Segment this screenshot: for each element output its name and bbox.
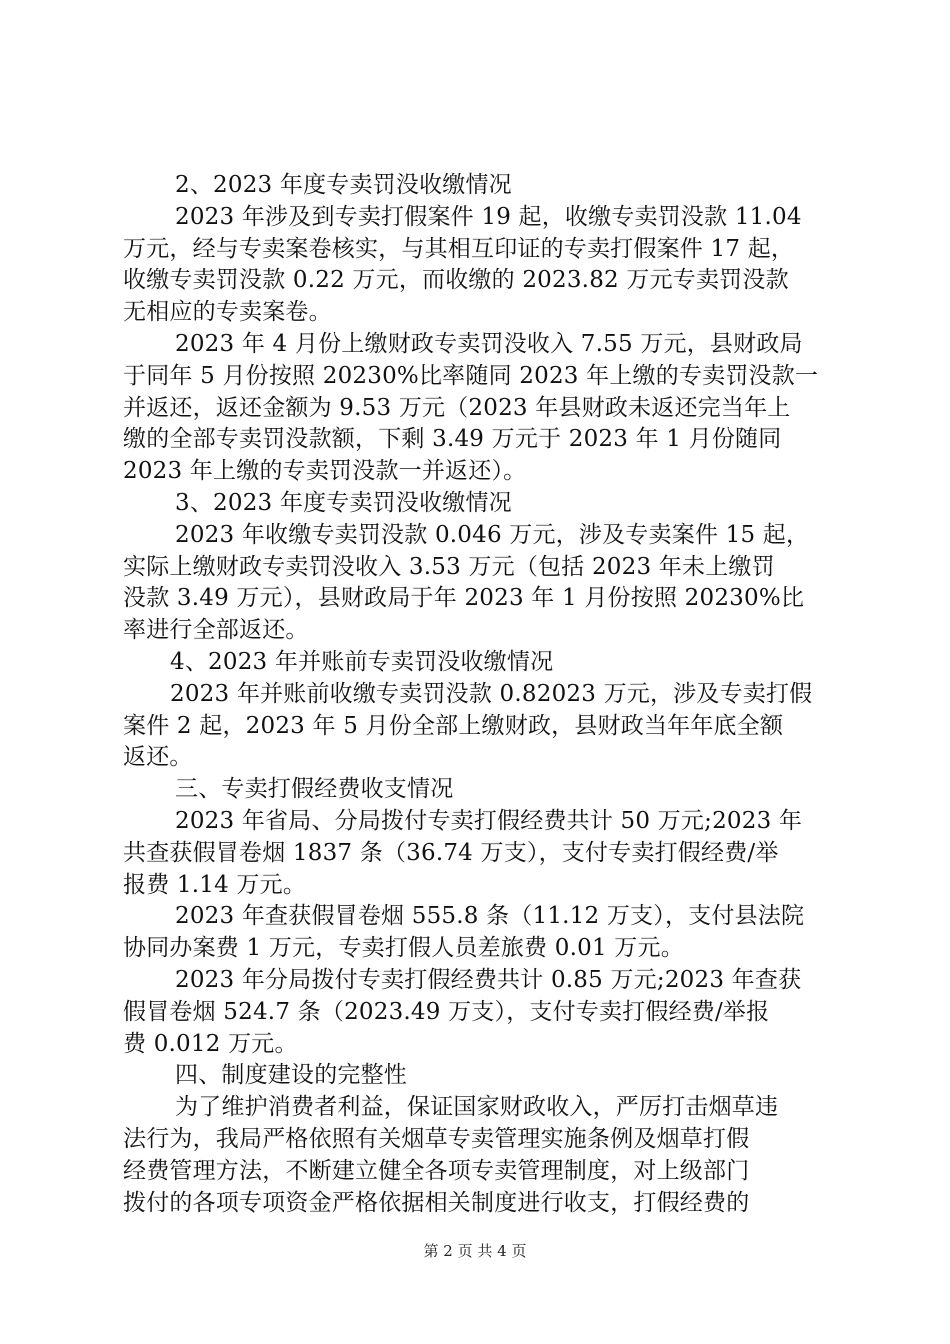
paragraph-line: 2023 年查获假冒卷烟 555.8 条（11.12 万支），支付县法院 <box>175 903 805 930</box>
paragraph-line: 收缴专卖罚没款 0.22 万元，而收缴的 2023.82 万元专卖罚没款 <box>123 267 789 294</box>
paragraph-line: 2023 年省局、分局拨付专卖打假经费共计 50 万元;2023 年 <box>175 807 803 834</box>
paragraph-line: 2023 年收缴专卖罚没款 0.046 万元，涉及专卖案件 15 起， <box>175 521 810 548</box>
paragraph-line: 经费管理方法，不断建立健全各项专卖管理制度，对上级部门 <box>123 1157 750 1184</box>
section-heading: 2、2023 年度专卖罚没收缴情况 <box>175 172 512 198</box>
paragraph-line: 万元，经与专卖案卷核实，与其相互印证的专卖打假案件 17 起， <box>123 235 795 262</box>
paragraph-line: 案件 2 起，2023 年 5 月份全部上缴财政，县财政当年年底全额 <box>123 712 784 739</box>
paragraph-line: 实际上缴财政专卖罚没收入 3.53 万元（包括 2023 年未上缴罚 <box>123 553 775 580</box>
section-heading: 4、2023 年并账前专卖罚没收缴情况 <box>170 648 554 675</box>
paragraph-line: 法行为，我局严格依照有关烟草专卖管理实施条例及烟草打假 <box>123 1125 750 1152</box>
paragraph-line: 协同办案费 1 万元，专卖打假人员差旅费 0.01 万元。 <box>123 935 684 962</box>
paragraph-line: 拨付的各项专项资金严格依据相关制度进行收支，打假经费的 <box>123 1189 750 1216</box>
paragraph-line: 并返还，返还金额为 9.53 万元（2023 年县财政未返还完当年上 <box>123 394 791 421</box>
page-number-footer: 第 2 页 共 4 页 <box>423 1242 527 1260</box>
paragraph-line: 费 0.012 万元。 <box>123 1030 298 1057</box>
paragraph-line: 报费 1.14 万元。 <box>123 871 307 898</box>
paragraph-line: 为了维护消费者利益，保证国家财政收入，严厉打击烟草违 <box>175 1094 779 1121</box>
paragraph-line: 2023 年上缴的专卖罚没款一并返还）。 <box>123 458 527 485</box>
document-body <box>123 170 843 1219</box>
paragraph-line: 率进行全部返还。 <box>123 617 309 644</box>
paragraph-line: 2023 年并账前收缴专卖罚没款 0.82023 万元，涉及专卖打假 <box>170 680 813 707</box>
paragraph-line: 2023 年涉及到专卖打假案件 19 起，收缴专卖罚没款 11.04 <box>175 203 802 230</box>
paragraph-line: 假冒卷烟 524.7 条（2023.49 万支），支付专卖打假经费/举报 <box>123 998 770 1025</box>
paragraph-line: 缴的全部专卖罚没款额，下剩 3.49 万元于 2023 年 1 月份随同 <box>123 426 782 453</box>
paragraph-line: 于同年 5 月份按照 20230%比率随同 2023 年上缴的专卖罚没款一 <box>123 362 819 389</box>
paragraph-line: 2023 年 4 月份上缴财政专卖罚没收入 7.55 万元，县财政局 <box>175 330 803 357</box>
paragraph-line: 无相应的专卖案卷。 <box>123 299 332 326</box>
paragraph-line: 返还。 <box>123 744 193 771</box>
paragraph-line: 2023 年分局拨付专卖打假经费共计 0.85 万元;2023 年查获 <box>175 966 802 993</box>
section-heading: 四、制度建设的完整性 <box>175 1062 407 1089</box>
paragraph-line: 没款 3.49 万元），县财政局于年 2023 年 1 月份按照 20230%比 <box>123 585 805 612</box>
section-heading: 3、2023 年度专卖罚没收缴情况 <box>175 489 512 516</box>
section-heading: 三、专卖打假经费收支情况 <box>175 776 454 803</box>
paragraph-line: 共查获假冒卷烟 1837 条（36.74 万支），支付专卖打假经费/举 <box>123 839 779 866</box>
